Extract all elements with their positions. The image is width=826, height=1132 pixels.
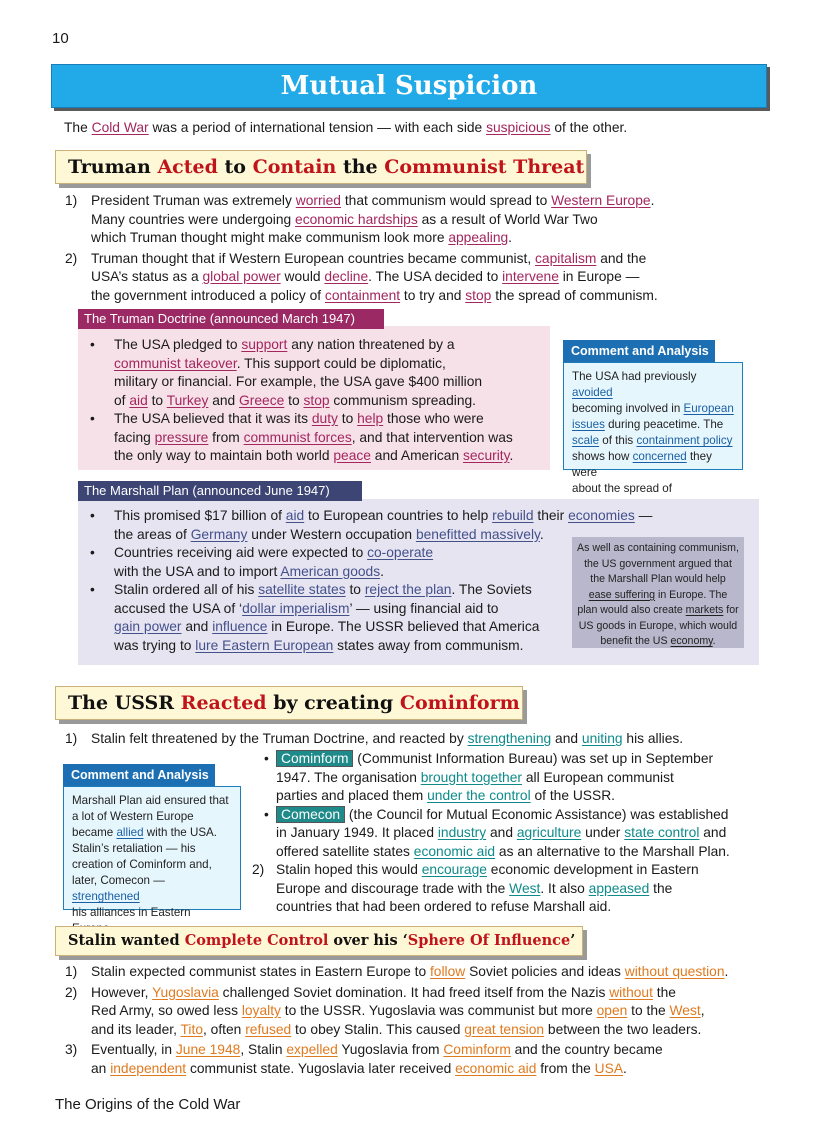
keyword-link[interactable]: pressure — [154, 429, 209, 445]
keyword-link[interactable]: Yugoslavia — [152, 984, 219, 1000]
numbered-paragraph: 1) Stalin expected communist states in Eastern Europe to follow Soviet policies and ideas without question. — [65, 964, 729, 979]
numbered-paragraph: 1) Stalin felt threatened by the Truman Doctrine, and reacted by strengthening and uniting his allies. — [65, 731, 684, 746]
keyword-link[interactable]: gain power — [114, 619, 182, 634]
keyword-link[interactable]: ease suffering — [588, 588, 656, 601]
comecon-tag: Comecon — [276, 806, 345, 823]
keyword-link[interactable]: support — [241, 337, 288, 352]
keyword-link[interactable]: strengthened — [72, 890, 140, 903]
keyword-link[interactable]: refused — [245, 1021, 292, 1037]
keyword-link[interactable]: containment policy — [636, 434, 733, 447]
keyword-link[interactable]: dollar imperialism — [242, 600, 350, 616]
keyword-link[interactable]: West — [509, 880, 541, 896]
numbered-paragraph: 1) President Truman was extremely worried that communism would spread to Western Europe. Many countries were undergoing economic hardships as a result of World War Two which Truman thought might make communism look more appealing. — [65, 193, 655, 245]
cominform-tag: Cominform — [276, 750, 353, 767]
keyword-link[interactable]: American goods — [280, 563, 381, 579]
keyword-link[interactable]: appeased — [588, 880, 650, 896]
keyword-link[interactable]: uniting — [581, 731, 623, 746]
keyword-link[interactable]: influence — [212, 619, 268, 634]
keyword-link[interactable]: Cold War — [91, 120, 149, 135]
keyword-link[interactable]: Turkey — [166, 392, 209, 408]
comment-analysis-header: Comment and Analysis — [563, 340, 715, 362]
page-title: Mutual Suspicion — [51, 64, 767, 108]
keyword-link[interactable]: economies — [568, 508, 635, 523]
section-heading-stalin: Stalin wanted Complete Control over his ‘Sphere Of Influence’ — [55, 926, 583, 956]
keyword-link[interactable]: rebuild — [492, 508, 534, 523]
numbered-paragraph: 2) Stalin hoped this would encourage economic development in Eastern Europe and discourage trade with the West. It also appeased the countries that had been ordered to refuse Marshall aid. — [252, 862, 699, 914]
keyword-link[interactable]: June 1948 — [175, 1042, 241, 1057]
keyword-link[interactable]: Tito — [180, 1021, 203, 1037]
keyword-link[interactable]: economic aid — [413, 843, 496, 859]
keyword-link[interactable]: capitalism — [535, 250, 597, 266]
section1-paragraphs — [65, 192, 765, 307]
keyword-link[interactable]: under the control — [427, 788, 531, 803]
bullet-point: • The USA believed that it was its duty to help those who were facing pressure from communist forces, and that intervention was the only way to maintain both world peace and American security. — [78, 410, 548, 466]
keyword-link[interactable]: satellite states — [258, 582, 346, 597]
keyword-link[interactable]: European — [683, 402, 734, 415]
section2-details — [252, 750, 772, 917]
truman-doctrine-tag: The Truman Doctrine (announced March 1947) — [78, 309, 384, 329]
bullet-point: • Countries receiving aid were expected to co-operate with the USA and to import American goods. — [78, 544, 758, 581]
keyword-link[interactable]: reject the plan — [364, 582, 452, 597]
keyword-link[interactable]: avoided — [572, 386, 613, 399]
keyword-link[interactable]: Western Europe — [551, 193, 651, 208]
keyword-link[interactable]: West — [669, 1003, 701, 1018]
keyword-link[interactable]: without question — [624, 964, 725, 979]
keyword-link[interactable]: stop — [465, 287, 492, 303]
keyword-link[interactable]: global power — [202, 269, 281, 284]
keyword-link[interactable]: peace — [333, 448, 371, 463]
keyword-link[interactable]: markets — [685, 604, 724, 616]
keyword-link[interactable]: encourage — [421, 862, 487, 877]
keyword-link[interactable]: economy — [670, 635, 713, 647]
section-heading-ussr: The USSR Reacted by creating Cominform — [55, 686, 523, 720]
keyword-link[interactable]: security — [462, 448, 510, 463]
keyword-link[interactable]: agriculture — [516, 825, 582, 840]
keyword-link[interactable]: benefitted massively — [415, 526, 540, 542]
keyword-link[interactable]: help — [357, 411, 384, 426]
footer-title: The Origins of the Cold War — [55, 1096, 241, 1113]
keyword-link[interactable]: without — [609, 984, 653, 1000]
keyword-link[interactable]: Cominform — [443, 1042, 511, 1057]
intro-paragraph: The Cold War was a period of international tension — with each side suspicious of the other. — [64, 120, 628, 135]
keyword-link[interactable]: loyalty — [241, 1003, 281, 1018]
keyword-link[interactable]: scale — [572, 434, 600, 447]
bullet-point: • Comecon (the Council for Mutual Economic Assistance) was established in January 1949. It placed industry and agriculture under state control and offered satellite states economic aid as an alternative to the Marshall Plan. — [252, 806, 772, 862]
marshall-plan-tag: The Marshall Plan (announced June 1947) — [78, 481, 362, 501]
bullet-point: • This promised $17 billion of aid to European countries to help rebuild their economies — the areas of Germany under Western occupation benefitted massively. — [78, 507, 758, 544]
keyword-link[interactable]: industry — [437, 825, 487, 840]
keyword-link[interactable]: Greece — [239, 392, 285, 408]
keyword-link[interactable]: allied — [116, 826, 144, 839]
keyword-link[interactable]: economic hardships — [295, 211, 418, 227]
section3-paragraphs — [65, 963, 765, 1080]
comment-analysis-header: Comment and Analysis — [63, 764, 215, 786]
keyword-link[interactable]: appealing — [448, 230, 509, 245]
keyword-link[interactable]: duty — [311, 411, 338, 426]
keyword-link[interactable]: strengthening — [467, 731, 552, 746]
comment-analysis-box: The USA had previously avoided becoming involved in European issues during peacetime. The scale of this containment policy shows how concerned they were about the spread of — [563, 362, 743, 470]
section-heading-truman: Truman Acted to Contain the Communist Threat — [55, 150, 587, 184]
keyword-link[interactable]: containment — [324, 287, 401, 303]
keyword-link[interactable]: USA — [594, 1060, 624, 1076]
keyword-link[interactable]: open — [596, 1003, 628, 1018]
keyword-link[interactable]: expelled — [286, 1042, 338, 1057]
keyword-link[interactable]: co-operate — [367, 545, 434, 560]
bullet-point: • The USA pledged to support any nation threatened by a communist takeover. This support could be diplomatic, military or financial. For example, the USA gave $400 million of aid to Turkey and Greece to stop communism spreading. — [78, 336, 548, 410]
bullet-point: • Stalin ordered all of his satellite states to reject the plan. The Soviets accused the USA of ‘dollar imperialism’ — using financial aid to gain power and influence in Europe. The USSR believed that America was trying to lure Eastern European states away from communism. — [78, 581, 758, 655]
keyword-link[interactable]: follow — [429, 964, 466, 979]
keyword-link[interactable]: lure Eastern European — [195, 637, 334, 653]
keyword-link[interactable]: intervene — [502, 269, 559, 284]
numbered-paragraph: 2) Truman thought that if Western European countries became communist, capitalism and the USA’s status as a global power would decline. The USA decided to intervene in Europe — the government introduced a policy of containment to try and stop the spread of communism. — [65, 250, 658, 303]
page-number: 10 — [52, 30, 69, 47]
truman-doctrine-box — [78, 326, 550, 470]
keyword-link[interactable]: economic aid — [455, 1060, 537, 1076]
keyword-link[interactable]: communist forces — [243, 429, 352, 445]
keyword-link[interactable]: issues — [572, 418, 605, 431]
keyword-link[interactable]: concerned — [632, 450, 687, 463]
marshall-plan-note: As well as containing communism, the US government argued that the Marshall Plan would help ease suffering in Europe. The plan would also create markets for US goods in Europe, which would benefit the US economy. — [572, 537, 744, 648]
numbered-paragraph: 2) However, Yugoslavia challenged Soviet domination. It had freed itself from the Nazis without the Red Army, so owed less loyalty to the USSR. Yugoslavia was communist but more open to the West, and its leader, Tito, often refused to obey Stalin. This caused great tension between the two leaders. — [65, 984, 705, 1037]
bullet-point: • Cominform (Communist Information Bureau) was set up in September 1947. The organisation brought together all European communist parties and placed them under the control of the USSR. — [252, 750, 772, 806]
keyword-link[interactable]: stop — [303, 392, 330, 408]
keyword-link[interactable]: aid — [285, 508, 305, 523]
keyword-link[interactable]: worried — [295, 193, 341, 208]
keyword-link[interactable]: aid — [129, 392, 148, 408]
keyword-link[interactable]: brought together — [420, 769, 522, 785]
keyword-link[interactable]: Germany — [190, 526, 248, 542]
keyword-link[interactable]: state control — [624, 825, 700, 840]
keyword-link[interactable]: suspicious — [486, 120, 551, 135]
keyword-link[interactable]: independent — [110, 1060, 187, 1076]
keyword-link[interactable]: great tension — [464, 1021, 545, 1037]
comment-analysis-box: Marshall Plan aid ensured that a lot of Western Europe became allied with the USA. Stalin’s retaliation — his creation of Cominform and, later, Comecon — strengthened his alliances in Eastern — [63, 786, 241, 910]
keyword-link[interactable]: decline — [324, 269, 369, 284]
keyword-link[interactable]: communist takeover — [114, 355, 237, 371]
numbered-paragraph: 3) Eventually, in June 1948, Stalin expelled Yugoslavia from Cominform and the country became an independent communist state. Yugoslavia later received economic aid from the USA. — [65, 1042, 663, 1076]
